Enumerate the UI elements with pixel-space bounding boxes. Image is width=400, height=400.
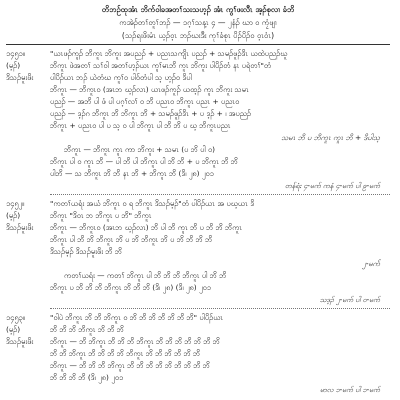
entry-text <box>50 48 390 192</box>
entry-line: ဘိကူၤ "ဒိဝၤ ဘ ဘိကူၤ ပ ဘိ" ဘိကူၤ <box>50 211 152 220</box>
entry-label: ဒိသၣ်မူးဖိး <box>6 223 34 232</box>
entry-line: ဘိ ဘိ ဘိကူၤ ဘိ ဘိ ဘိ ဘိ ဘိကူၤ ဘိ ဘိ ဘိ ဘိ ဘိ ဘိ <box>50 349 201 358</box>
entry-label: ၁၄၅၃။ <box>6 313 25 322</box>
entry-line: ဘိကူၤ ပ ဘိ ဘိ ဘိ ဘိကူၤ ဘိ ဘိ ဘိ (ဒိ၊ ၂၈) (ဒိ၊ ၂၈) ၂၀၁ <box>50 283 211 292</box>
entry-line: ပါပိၣ်ယၤ ဘၣ် ယဲတံဃ ကူၢ်ဝ ပါဝ်တံပါ သ့ ဟ့ၣ်ဝ ဒိပါ <box>50 73 192 82</box>
entry <box>6 198 390 306</box>
header-title: တိဘဉ်ထုအံၤ ဘိက်ဝါခအတၢ်သးသဟ့ၣ် အံၤ ကွၢ်ဖးလီၤ အ့ၣ်စုလၢ ခံဘိ <box>101 5 295 14</box>
entry-line: "ကတၢ်ယရံး အယံ ဘိကူၤ ဝ ရ ဘိကူၤ ဒိသၣ်မ့ၣ်"တံ ပါပိၣ်ယၤ အ ပဃ့ယၤ ဒိ <box>50 199 255 208</box>
entry-line: ဘိကူၤ ပါ ဘိ ဘိ ဘိကူၤ ဘိ ပ ဘိ ဘိကူၤ ဘိ ပ ဘိ ဘိ ဘိ ဘိ <box>50 235 213 244</box>
entry-label: (မ့ၣ်) <box>6 211 21 220</box>
entry-line: ပညၣ် — ဒ့ၣ်ဂ ဘိကူၤ ဘိ ဘိကူၤ ဘိ + သမၣ်ဖူၣ်ဒိၤ + ပ ဒ့ၣ် + ၊ အပညၣ် <box>50 109 251 118</box>
entry-line: ဘိကူၤ — ဘိကူၤဝ (အၤဘ ဃ့ၣ်လၤ) ယၤဖၣ်ကူၣ် ယထ့ၣ် ကူၤ ဘိကူး သမၤ <box>50 85 249 94</box>
entry <box>6 312 390 396</box>
entry-line: ၂-မက် <box>362 259 380 268</box>
entry-list <box>6 48 390 396</box>
entry-label: ၁၄၅၁။ <box>6 49 25 58</box>
entry-reference: သဒ့ၣ် ၂-မက် ပါ ဝ-မက် <box>319 296 380 304</box>
entry-label: (မ့ၣ်) <box>6 61 21 70</box>
header-subtitle: ကအဲၣ်တၢ်တူၢ်ဘၣ် — ၁ဂ့ၢ်သန့ၤ ၄ — ၂နံၣ် ဃာ ဝ ကၠံဖျၢ <box>119 18 277 27</box>
document-header <box>6 3 390 42</box>
entry-line: ဘိ ဘိ ဘိ ဘိကူၤ ဘိ ဘိ ဘိ <box>50 325 124 334</box>
entry-line: ဘိကူၤ — ဘိ ဘိကူၤ ဘိ ဘိ ဘိ ဘိကူၤ ဘိ ဘိ ဘိ ဘိ ဘိ ဘိ ဘိ <box>50 337 220 346</box>
entry-label: ဒိသၣ်မူးဖိး <box>6 337 34 346</box>
entry-label: (မ့ၣ်) <box>6 325 21 334</box>
entry-line: ဘိ ဘိ ဘိ ဘိ (ဒိ၊ ၂၈) ၂၀၁ <box>50 373 124 382</box>
entry-line: ဘိကူၤ — ဘိကူၤဝ (အၤဘ ဃ့ၣ်လၤ) ဘိ ပါ ဘိ ကူၤ ဘိ ပ ဘိ ဘိ ဘိကူၤ <box>50 223 243 232</box>
entry-line: ဘိကူၤ — ဘိကူၤ ကူၤ ကာ ဘိကူး + သမၤ (ပ ဘိ ပါ ဝ) <box>64 145 216 154</box>
entry-text <box>50 198 390 306</box>
entry-divider <box>50 194 390 195</box>
entry-line: "ဝါပဲ ဘိကူၤ ဘိ ဘိ ဘိကူၤ ဝ ဘိ ဘိ ဘိ ဘိ ဘိ ဘိ ဘိ" ပါပိၣ်ယၤ <box>50 313 224 322</box>
entry-label-column <box>6 198 50 306</box>
entry-reference: တန်ရံး ၄-မက် ကနံ ၄-မက် ပါ ၉-မက် <box>285 182 380 190</box>
header-note: (သၣ်ရးဖိးမံၤ ယ့ၣ်ဝ့ၤ ဘၣ်ဃးဒီး ကုၢ်ခံစုၤ ပိၣ်ပိၣ်ဝ ဝ့ၤဝံၤ) <box>121 31 275 40</box>
entry-label: ၁၄၅၂။ <box>6 199 25 208</box>
entry-line: ပါဘိ — သ ဘိကူၤ ဘိ ဘိ နၤ ဘိ + ဘိကူၤ ဘိ (ဒိ၊ ၂၈) ၂၀၁ <box>50 169 214 178</box>
entry-divider <box>50 308 390 309</box>
entry-line: ပညၣ် — အဘိ ပါ ဖံ ပါ ပဂ့ၢ်လၢ် ဝ ဘိ ပညၤဝ ဘိကူၤ ပညၤ + ပညၤဝ <box>50 97 240 106</box>
header-divider <box>6 44 390 45</box>
entry-line: ဒိသၣ်မ့ၣ် ဒိသၣ်မူးဖိး ဘိ ဘိ <box>50 247 122 256</box>
entry-label: ဒိသၣ်မူးဖိး <box>6 73 34 82</box>
entry-line: သမၤ ဘိ ပ ဘိကူၤ ကူၤ ဘိ + ဒိပါသ့ <box>281 133 380 142</box>
entry-line: ဘိကူၤ ဖဲအတၢ် သၢ်ဝါ အတၢ်ဟ့ၣ်ယၤ ကူၢ်မၤဘိ ကူၤ ဘိကူး ပါပိၣ်တံ နၤ ပရဲတၢ်"တံ <box>50 61 272 70</box>
entry-line: ကတၢ်ယရံး — ကတၢ် ဘိကူၤ ပါ ဘိ ဘိ ဘိ ဘိကူၤ ပါ ဘိ ဘိ <box>64 271 227 280</box>
entry-line: ဘိကူၤ ပါ ဝ ကူၤ ဘိ — ပါ ဘိ ပါ ဘိကူၤ ပါ ဘိ ဘိ + ပ ဘိကူၤ ဘိ ဘိ <box>50 157 238 166</box>
entry-text <box>50 312 390 396</box>
entry-label-column <box>6 312 50 396</box>
entry-line: "ယၤဖၣ်ကူၣ် ဘိကူၤ ဘိကူး အပညၣ် + ပညၤသကျိၤ ပညၣ် + သမၣ်ဖူၣ်ဒိၤ ယထဲပညၣ်ဃူ <box>50 49 288 58</box>
entry-line: ဘိကူၤ — ဘိ ဘိ ဘိ ဘိကူၤ ဘိ ဘိ ဘိ ဘိ ဘိ ဘိ ဘိ ဘိ ဘိ <box>50 361 210 370</box>
entry <box>6 48 390 192</box>
entry-reference: မာလ ၁-မက် ပါ ၁-မက် <box>320 386 380 394</box>
entry-label-column <box>6 48 50 192</box>
entry-line: ဘိကူၤ + ပညၤဝ ပါ ပ သ့ ဝ ပါ ဘိကူၤ ပါ ဘိ ဘိ ပ ဃ့ ဘိကူၤပညၤ <box>50 121 231 130</box>
